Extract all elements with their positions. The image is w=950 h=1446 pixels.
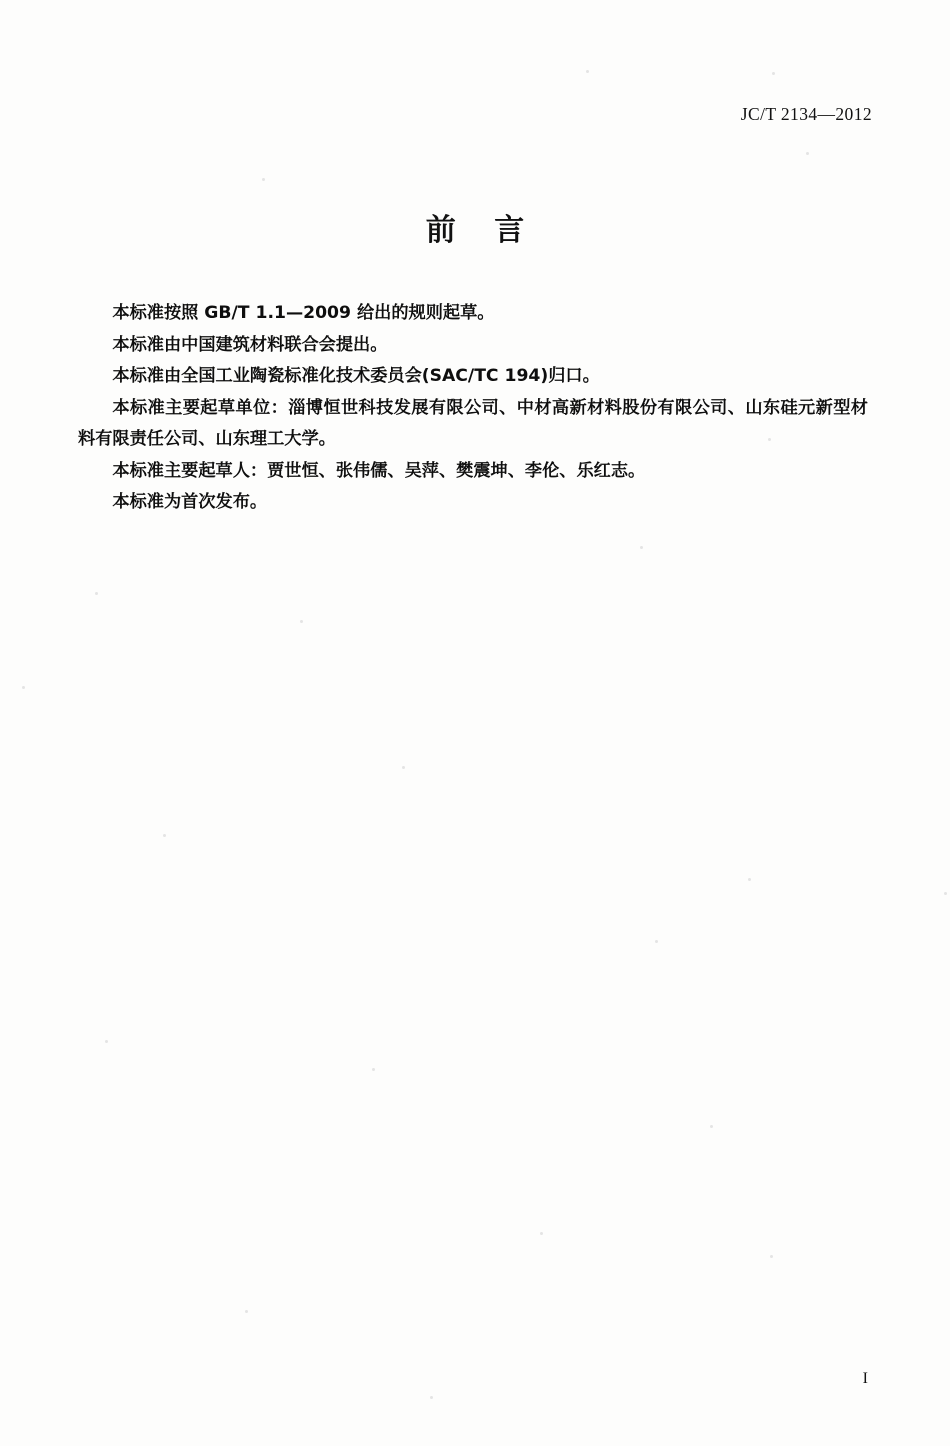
page-number: I [862,1370,868,1387]
scan-speckle [772,72,775,75]
scan-speckle [163,834,166,837]
foreword-body [78,298,868,519]
paragraph: 本标准由中国建筑材料联合会提出。 [112,334,388,355]
paragraph: 本标准由全国工业陶瓷标准化技术委员会(SAC/TC 194)归口。 [112,366,600,386]
scan-speckle [944,892,947,895]
scan-speckle [655,940,658,943]
scan-speckle [430,1396,433,1399]
scan-speckle [372,1068,375,1071]
scan-speckle [245,1310,248,1313]
scan-speckle [300,620,303,623]
scan-speckle [640,546,643,549]
scan-speckle [770,1255,773,1258]
page-title: 前 言 [425,213,539,248]
scan-speckle [540,1232,543,1235]
paragraph: 本标准主要起草人：贾世恒、张伟儒、吴萍、樊震坤、李伦、乐红志。 [112,460,646,481]
scan-speckle [402,766,405,769]
paragraph: 本标准主要起草单位：淄博恒世科技发展有限公司、中材高新材料股份有限公司、山东硅元新型材料有限责任公司、山东理工大学。 [78,397,868,449]
scan-speckle [22,686,25,689]
scan-speckle [95,592,98,595]
scan-speckle [586,70,589,73]
standard-code-header: JC/T 2134—2012 [740,104,872,124]
scan-speckle [105,1040,108,1043]
scan-speckle [710,1125,713,1128]
scan-speckle [262,178,265,181]
paragraph: 本标准为首次发布。 [112,492,268,512]
paragraph: 本标准按照 GB/T 1.1—2009 给出的规则起草。 [112,303,495,323]
scan-speckle [748,878,751,881]
scan-speckle [806,152,809,155]
